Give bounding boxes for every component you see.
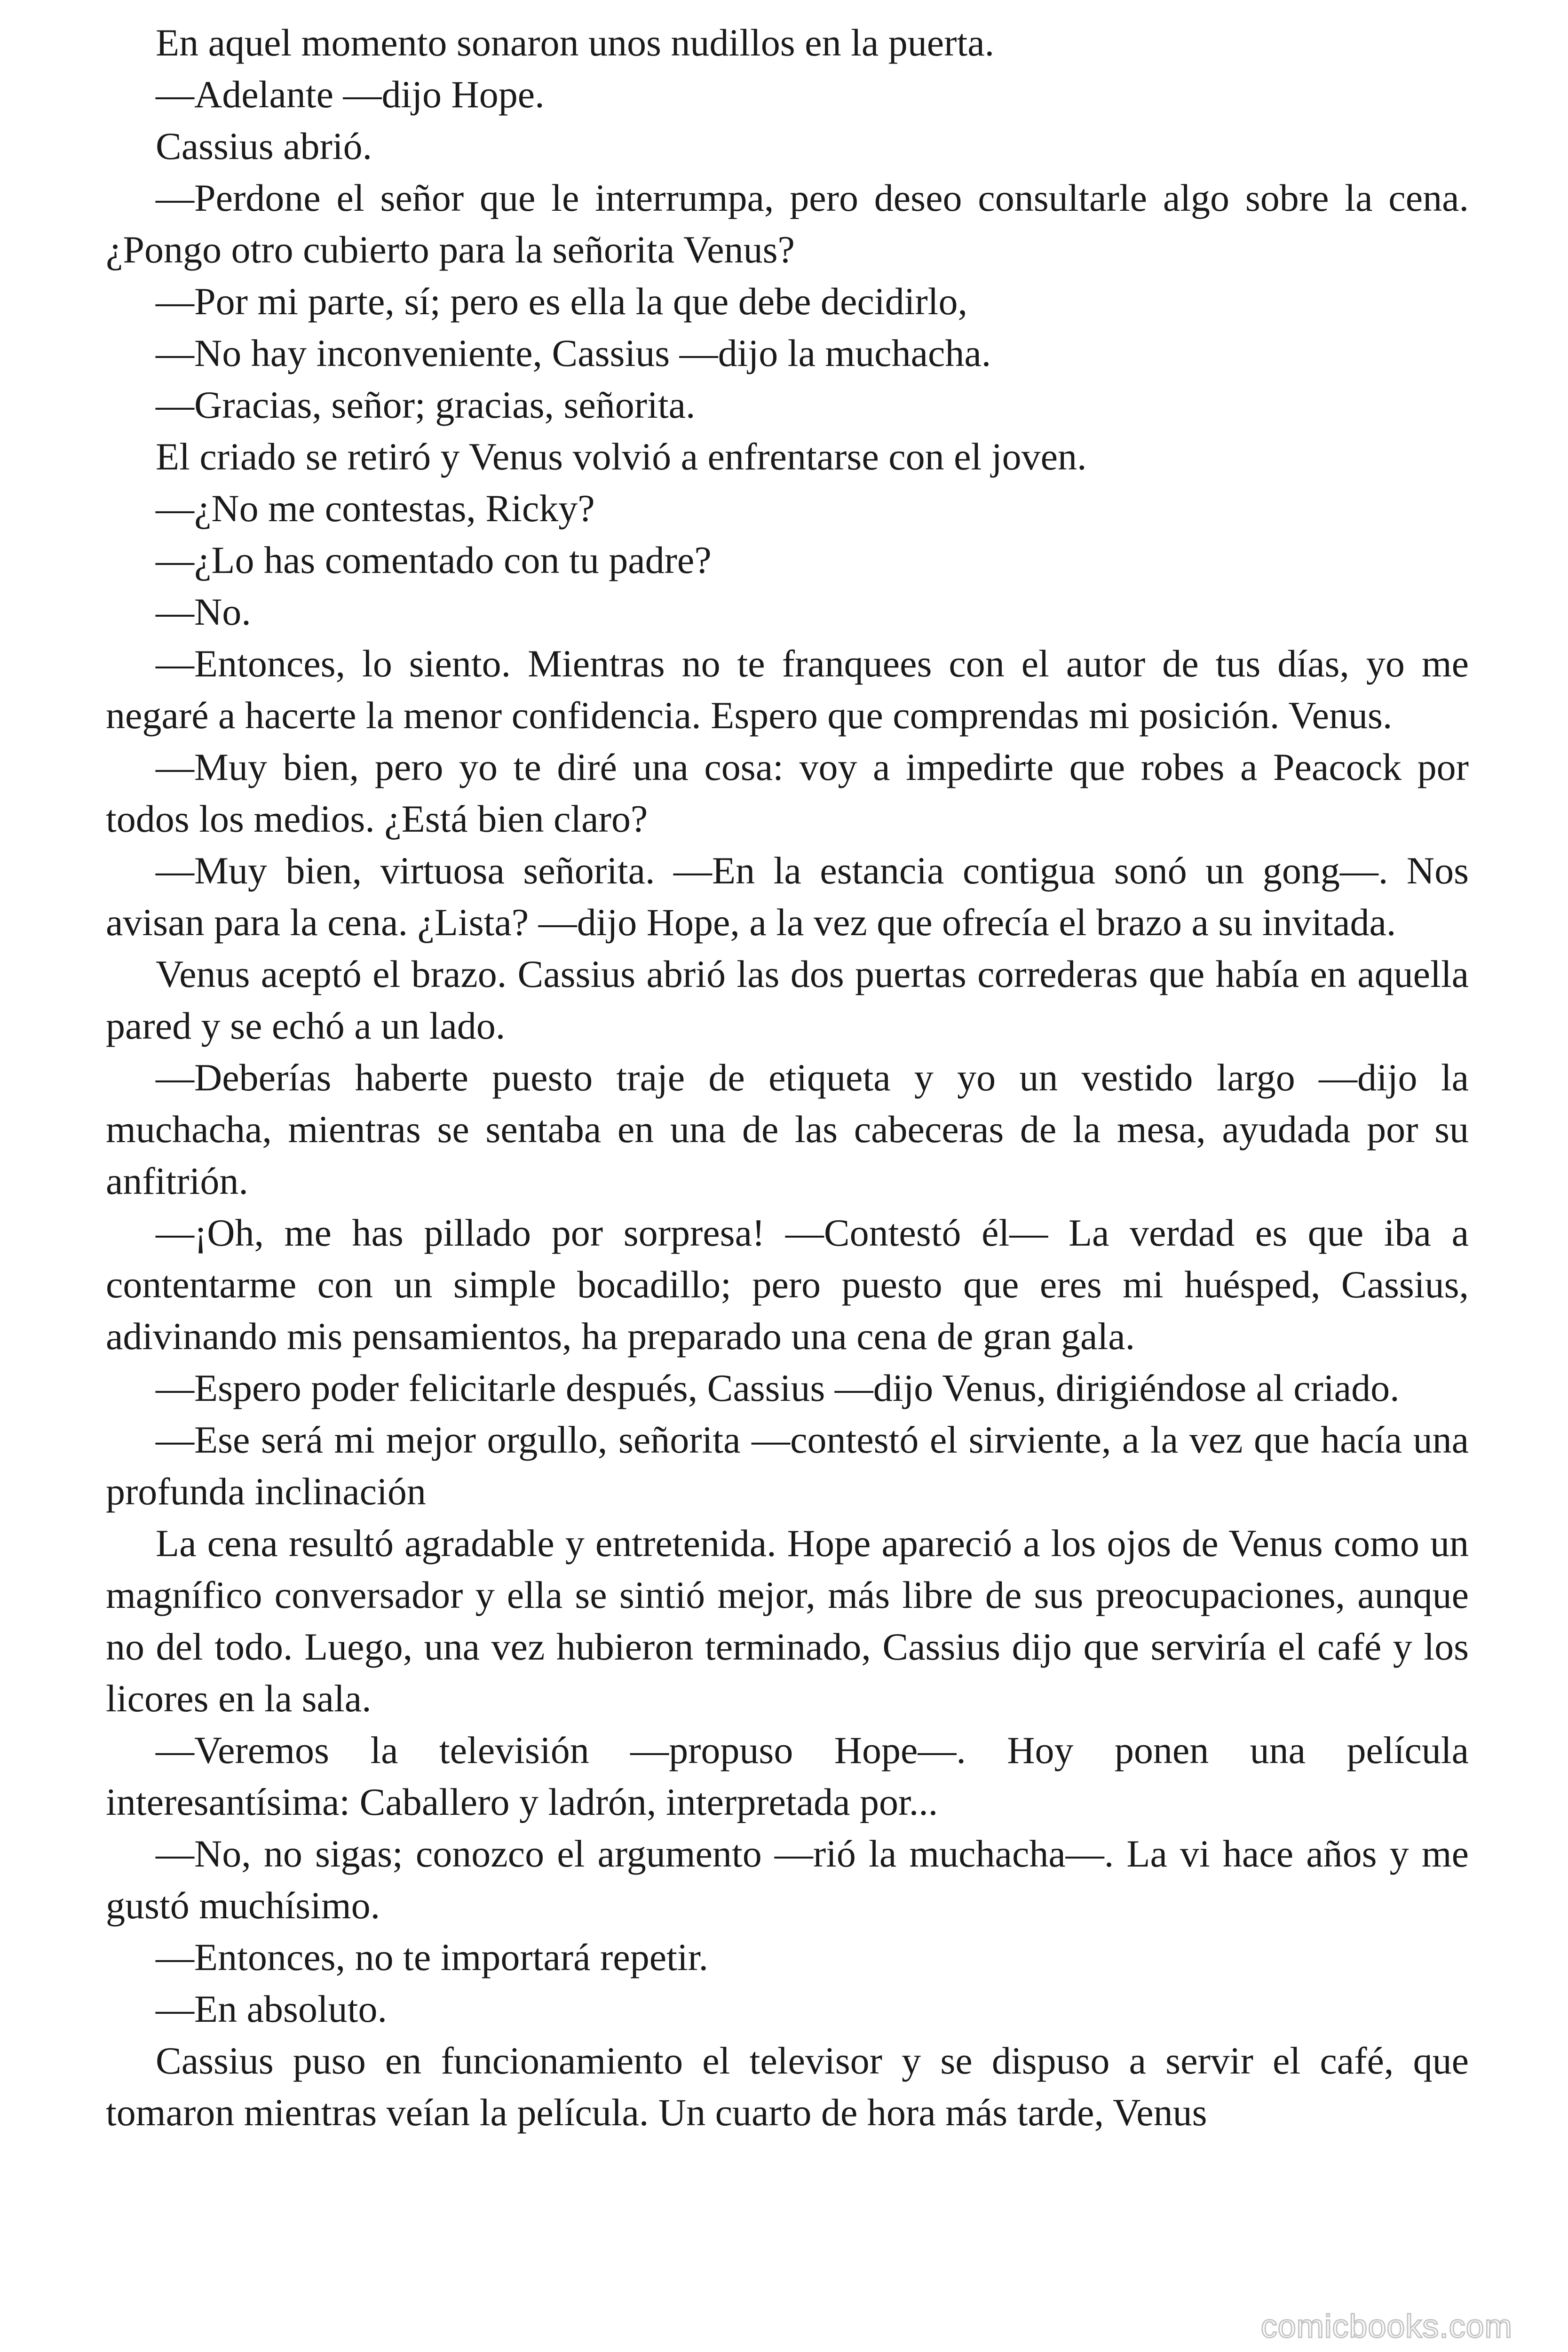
paragraph: Cassius abrió. — [156, 125, 372, 167]
paragraph: —Veremos la televisión —propuso Hope—. Hoy ponen una película interesantísima: Caballero y ladrón, interpretada por... — [106, 1729, 1469, 1823]
paragraph: —Por mi parte, sí; pero es ella la que debe decidirlo, — [156, 280, 968, 323]
paragraph: Cassius puso en funcionamiento el televisor y se dispuso a servir el café, que tomaron mientras veían la película. Un cuarto de hora más tarde, Venus — [106, 2039, 1469, 2134]
paragraph: —¡Oh, me has pillado por sorpresa! —Contestó él— La verdad es que iba a contentarme con un simple bocadillo; pero puesto que eres mi huésped, Cassius, adivinando mis pensamientos, ha preparado una cena de gran gala. — [106, 1211, 1469, 1358]
paragraph: —No, no sigas; conozco el argumento —rió la muchacha—. La vi hace años y me gustó muchísimo. — [106, 1832, 1469, 1927]
paragraph: En aquel momento sonaron unos nudillos en la puerta. — [156, 21, 995, 64]
paragraph: —Deberías haberte puesto traje de etiqueta y yo un vestido largo —dijo la muchacha, mientras se sentaba en una de las cabeceras de la mesa, ayudada por su anfitrión. — [106, 1056, 1469, 1202]
paragraph: —Adelante —dijo Hope. — [156, 73, 545, 116]
paragraph: —No hay inconveniente, Cassius —dijo la muchacha. — [156, 332, 991, 374]
paragraph: —¿No me contestas, Ricky? — [156, 487, 595, 530]
paragraph: —Muy bien, pero yo te diré una cosa: voy a impedirte que robes a Peacock por todos los medios. ¿Está bien claro? — [106, 746, 1469, 840]
paragraph: —Ese será mi mejor orgullo, señorita —contestó el sirviente, a la vez que hacía una profunda inclinación — [106, 1418, 1469, 1513]
paragraph: —Perdone el señor que le interrumpa, pero deseo consultarle algo sobre la cena. ¿Pongo otro cubierto para la señorita Venus? — [106, 176, 1469, 271]
paragraph: Venus aceptó el brazo. Cassius abrió las dos puertas correderas que había en aquella pared y se echó a un lado. — [106, 953, 1469, 1047]
paragraph: El criado se retiró y Venus volvió a enfrentarse con el joven. — [156, 435, 1087, 478]
paragraph: —Entonces, lo siento. Mientras no te franquees con el autor de tus días, yo me negaré a hacerte la menor confidencia. Espero que comprendas mi posición. Venus. — [106, 642, 1469, 737]
page-body — [106, 17, 1469, 2138]
paragraph: La cena resultó agradable y entretenida. Hope apareció a los ojos de Venus como un magnífico conversador y ella se sintió mejor, más libre de sus preocupaciones, aunque no del todo. Luego, una vez hubieron terminado, Cassius dijo que serviría el café y los licores en la sala. — [106, 1522, 1469, 1720]
paragraph: —Espero poder felicitarle después, Cassius —dijo Venus, dirigiéndose al criado. — [156, 1367, 1400, 1409]
paragraph: —¿Lo has comentado con tu padre? — [156, 539, 712, 581]
watermark: comicbooks.com — [1260, 2308, 1513, 2344]
paragraph: —Entonces, no te importará repetir. — [156, 1936, 708, 1979]
paragraph: —Gracias, señor; gracias, señorita. — [156, 383, 696, 426]
paragraph: —No. — [156, 590, 251, 633]
paragraph: —Muy bien, virtuosa señorita. —En la estancia contigua sonó un gong—. Nos avisan para la cena. ¿Lista? —dijo Hope, a la vez que ofrecía el brazo a su invitada. — [106, 849, 1469, 944]
paragraph: —En absoluto. — [156, 1987, 387, 2030]
